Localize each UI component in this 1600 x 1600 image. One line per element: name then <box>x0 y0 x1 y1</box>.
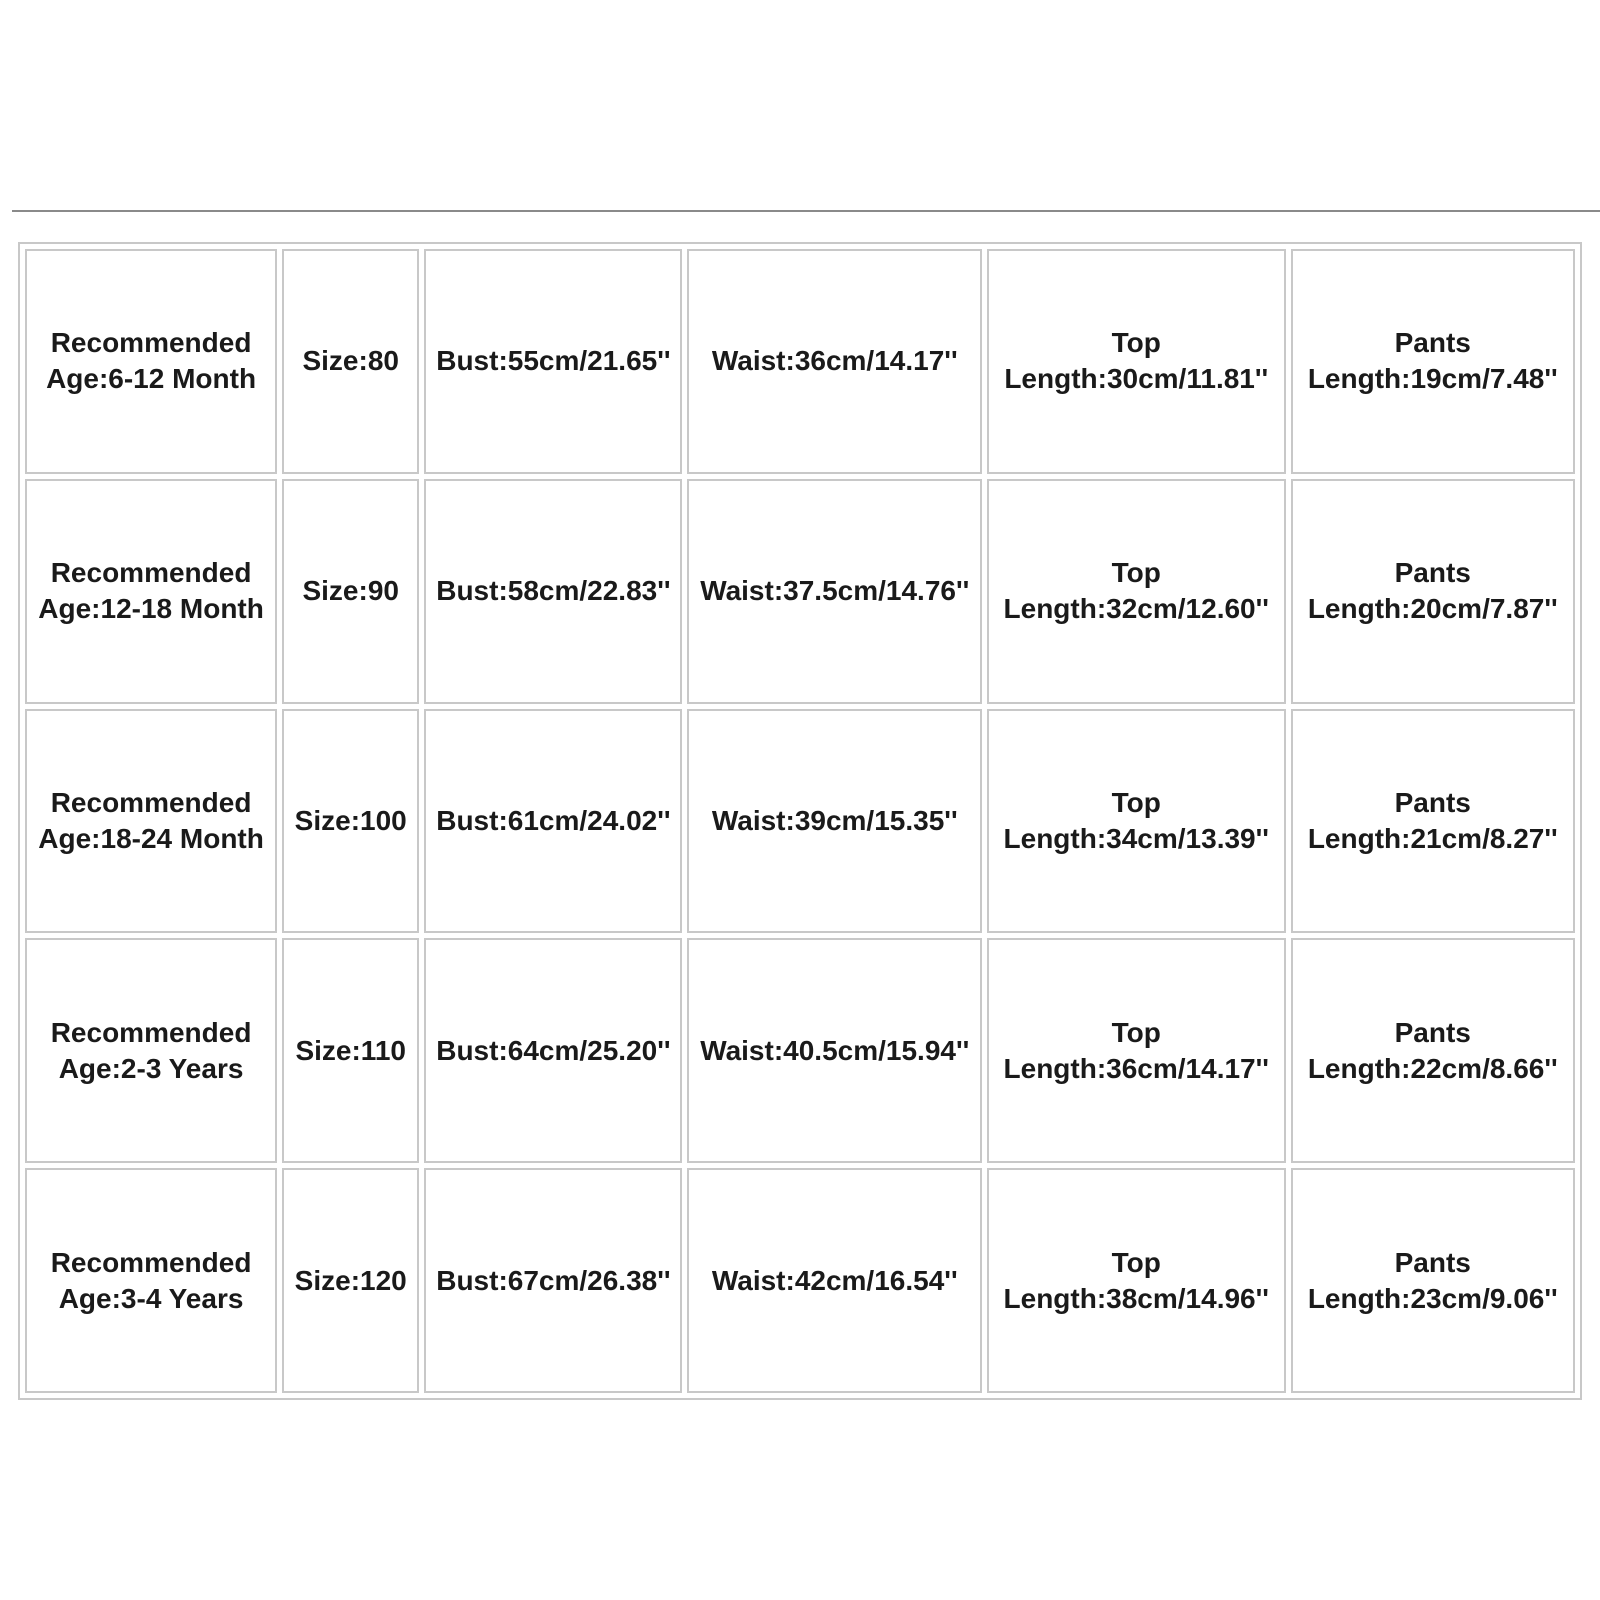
waist-cell: Waist:36cm/14.17'' <box>687 249 982 474</box>
pants-length-cell: Pants Length:21cm/8.27'' <box>1291 709 1575 934</box>
age-cell: Recommended Age:2-3 Years <box>25 938 277 1163</box>
pants-length-cell: Pants Length:19cm/7.48'' <box>1291 249 1575 474</box>
size-cell: Size:120 <box>282 1168 419 1393</box>
top-length-cell: Top Length:36cm/14.17'' <box>987 938 1286 1163</box>
pants-length-cell: Pants Length:20cm/7.87'' <box>1291 479 1575 704</box>
age-cell: Recommended Age:3-4 Years <box>25 1168 277 1393</box>
waist-cell: Waist:42cm/16.54'' <box>687 1168 982 1393</box>
age-cell: Recommended Age:18-24 Month <box>25 709 277 934</box>
size-cell: Size:90 <box>282 479 419 704</box>
bust-cell: Bust:55cm/21.65'' <box>424 249 682 474</box>
size-chart-table <box>18 242 1582 1400</box>
pants-length-cell: Pants Length:23cm/9.06'' <box>1291 1168 1575 1393</box>
table-row <box>25 938 1575 1163</box>
age-cell: Recommended Age:12-18 Month <box>25 479 277 704</box>
table-row <box>25 709 1575 934</box>
bust-cell: Bust:58cm/22.83'' <box>424 479 682 704</box>
size-cell: Size:80 <box>282 249 419 474</box>
top-divider <box>12 210 1600 212</box>
pants-length-cell: Pants Length:22cm/8.66'' <box>1291 938 1575 1163</box>
bust-cell: Bust:67cm/26.38'' <box>424 1168 682 1393</box>
bust-cell: Bust:61cm/24.02'' <box>424 709 682 934</box>
table-row <box>25 249 1575 474</box>
top-length-cell: Top Length:30cm/11.81'' <box>987 249 1286 474</box>
size-cell: Size:110 <box>282 938 419 1163</box>
top-length-cell: Top Length:34cm/13.39'' <box>987 709 1286 934</box>
bust-cell: Bust:64cm/25.20'' <box>424 938 682 1163</box>
top-length-cell: Top Length:32cm/12.60'' <box>987 479 1286 704</box>
size-cell: Size:100 <box>282 709 419 934</box>
waist-cell: Waist:37.5cm/14.76'' <box>687 479 982 704</box>
table-row <box>25 479 1575 704</box>
table-row <box>25 1168 1575 1393</box>
waist-cell: Waist:40.5cm/15.94'' <box>687 938 982 1163</box>
waist-cell: Waist:39cm/15.35'' <box>687 709 982 934</box>
age-cell: Recommended Age:6-12 Month <box>25 249 277 474</box>
top-length-cell: Top Length:38cm/14.96'' <box>987 1168 1286 1393</box>
